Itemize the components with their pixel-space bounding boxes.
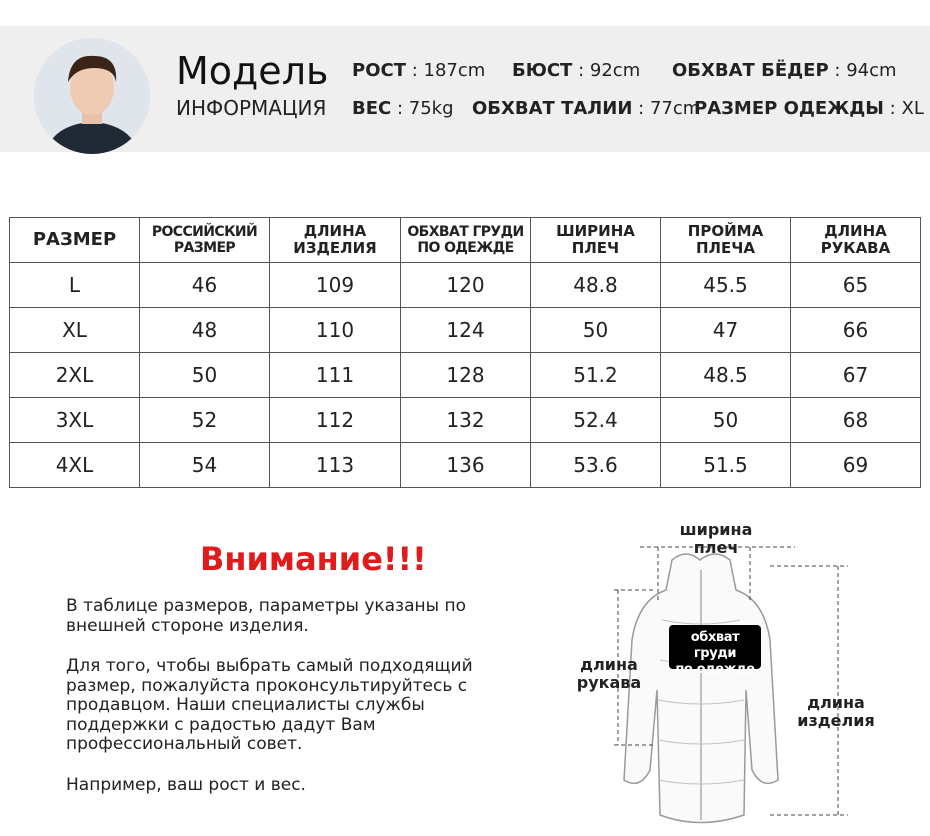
- table-cell: 65: [791, 263, 921, 308]
- spec-waist: ОБХВАТ ТАЛИИ : 77cm: [472, 98, 701, 119]
- table-cell: 48.5: [661, 353, 791, 398]
- table-cell: 50: [140, 353, 270, 398]
- table-cell: 110: [270, 308, 401, 353]
- table-cell: 48.8: [531, 263, 661, 308]
- table-cell: 51.2: [531, 353, 661, 398]
- spec-weight: ВЕС : 75kg: [352, 98, 454, 119]
- table-cell: 111: [270, 353, 401, 398]
- table-cell: XL: [10, 308, 140, 353]
- coat-icon: [624, 554, 778, 823]
- table-cell: 120: [401, 263, 531, 308]
- table-cell: 128: [401, 353, 531, 398]
- table-cell: 47: [661, 308, 791, 353]
- table-header-row: [10, 218, 921, 263]
- table-cell: 66: [791, 308, 921, 353]
- header-size: РАЗМЕР: [10, 218, 140, 263]
- table-cell: 2XL: [10, 353, 140, 398]
- table-cell: L: [10, 263, 140, 308]
- header-armhole: ПРОЙМА ПЛЕЧА: [661, 218, 791, 263]
- table-cell: 54: [140, 443, 270, 488]
- table-cell: 50: [531, 308, 661, 353]
- table-cell: 3XL: [10, 398, 140, 443]
- annotation-chest: обхват груди по одежде: [669, 625, 761, 669]
- table-row: [10, 443, 921, 488]
- spec-hips: ОБХВАТ БЁДЕР : 94cm: [672, 60, 897, 81]
- table-cell: 67: [791, 353, 921, 398]
- table-cell: 112: [270, 398, 401, 443]
- table-cell: 136: [401, 443, 531, 488]
- spec-clothing-size: РАЗМЕР ОДЕЖДЫ : XL: [694, 98, 924, 119]
- warning-title: Внимание!!!: [200, 540, 427, 578]
- table-row: [10, 353, 921, 398]
- table-cell: 124: [401, 308, 531, 353]
- header-sleeve-length: ДЛИНА РУКАВА: [791, 218, 921, 263]
- table-cell: 69: [791, 443, 921, 488]
- size-table: [9, 217, 921, 488]
- table-row: [10, 263, 921, 308]
- table-cell: 68: [791, 398, 921, 443]
- annotation-shoulder-width: ширина плеч: [679, 520, 753, 557]
- table-cell: 51.5: [661, 443, 791, 488]
- model-avatar: [34, 38, 150, 154]
- annotation-sleeve-length: длина рукава: [576, 655, 642, 692]
- header-russian-size: РОССИЙСКИЙ РАЗМЕР: [140, 218, 270, 263]
- notice-paragraph-3: Например, ваш рост и вес.: [66, 775, 306, 795]
- table-cell: 48: [140, 308, 270, 353]
- table-cell: 52.4: [531, 398, 661, 443]
- table-cell: 132: [401, 398, 531, 443]
- notice-paragraph-2: Для того, чтобы выбрать самый подходящий размер, пожалуйста проконсультируйтесь с продавцом. Наши специалисты службы поддержки с радостью дадут Вам профессиональный совет.: [66, 656, 473, 754]
- table-cell: 53.6: [531, 443, 661, 488]
- table-row: [10, 398, 921, 443]
- spec-height: РОСТ : 187cm: [352, 60, 486, 81]
- table-row: [10, 308, 921, 353]
- header-shoulder-width: ШИРИНА ПЛЕЧ: [531, 218, 661, 263]
- model-subtitle: ИНФОРМАЦИЯ: [176, 96, 327, 120]
- notice-paragraph-1: В таблице размеров, параметры указаны по внешней стороне изделия.: [66, 596, 466, 636]
- spec-bust: БЮСТ : 92cm: [512, 60, 641, 81]
- table-cell: 52: [140, 398, 270, 443]
- model-title: Модель: [176, 49, 329, 93]
- table-cell: 50: [661, 398, 791, 443]
- table-cell: 46: [140, 263, 270, 308]
- table-cell: 45.5: [661, 263, 791, 308]
- annotation-product-length: длина изделия: [797, 693, 875, 730]
- table-cell: 113: [270, 443, 401, 488]
- header-chest: ОБХВАТ ГРУДИ ПО ОДЕЖДЕ: [401, 218, 531, 263]
- table-cell: 109: [270, 263, 401, 308]
- header-length: ДЛИНА ИЗДЕЛИЯ: [270, 218, 401, 263]
- table-cell: 4XL: [10, 443, 140, 488]
